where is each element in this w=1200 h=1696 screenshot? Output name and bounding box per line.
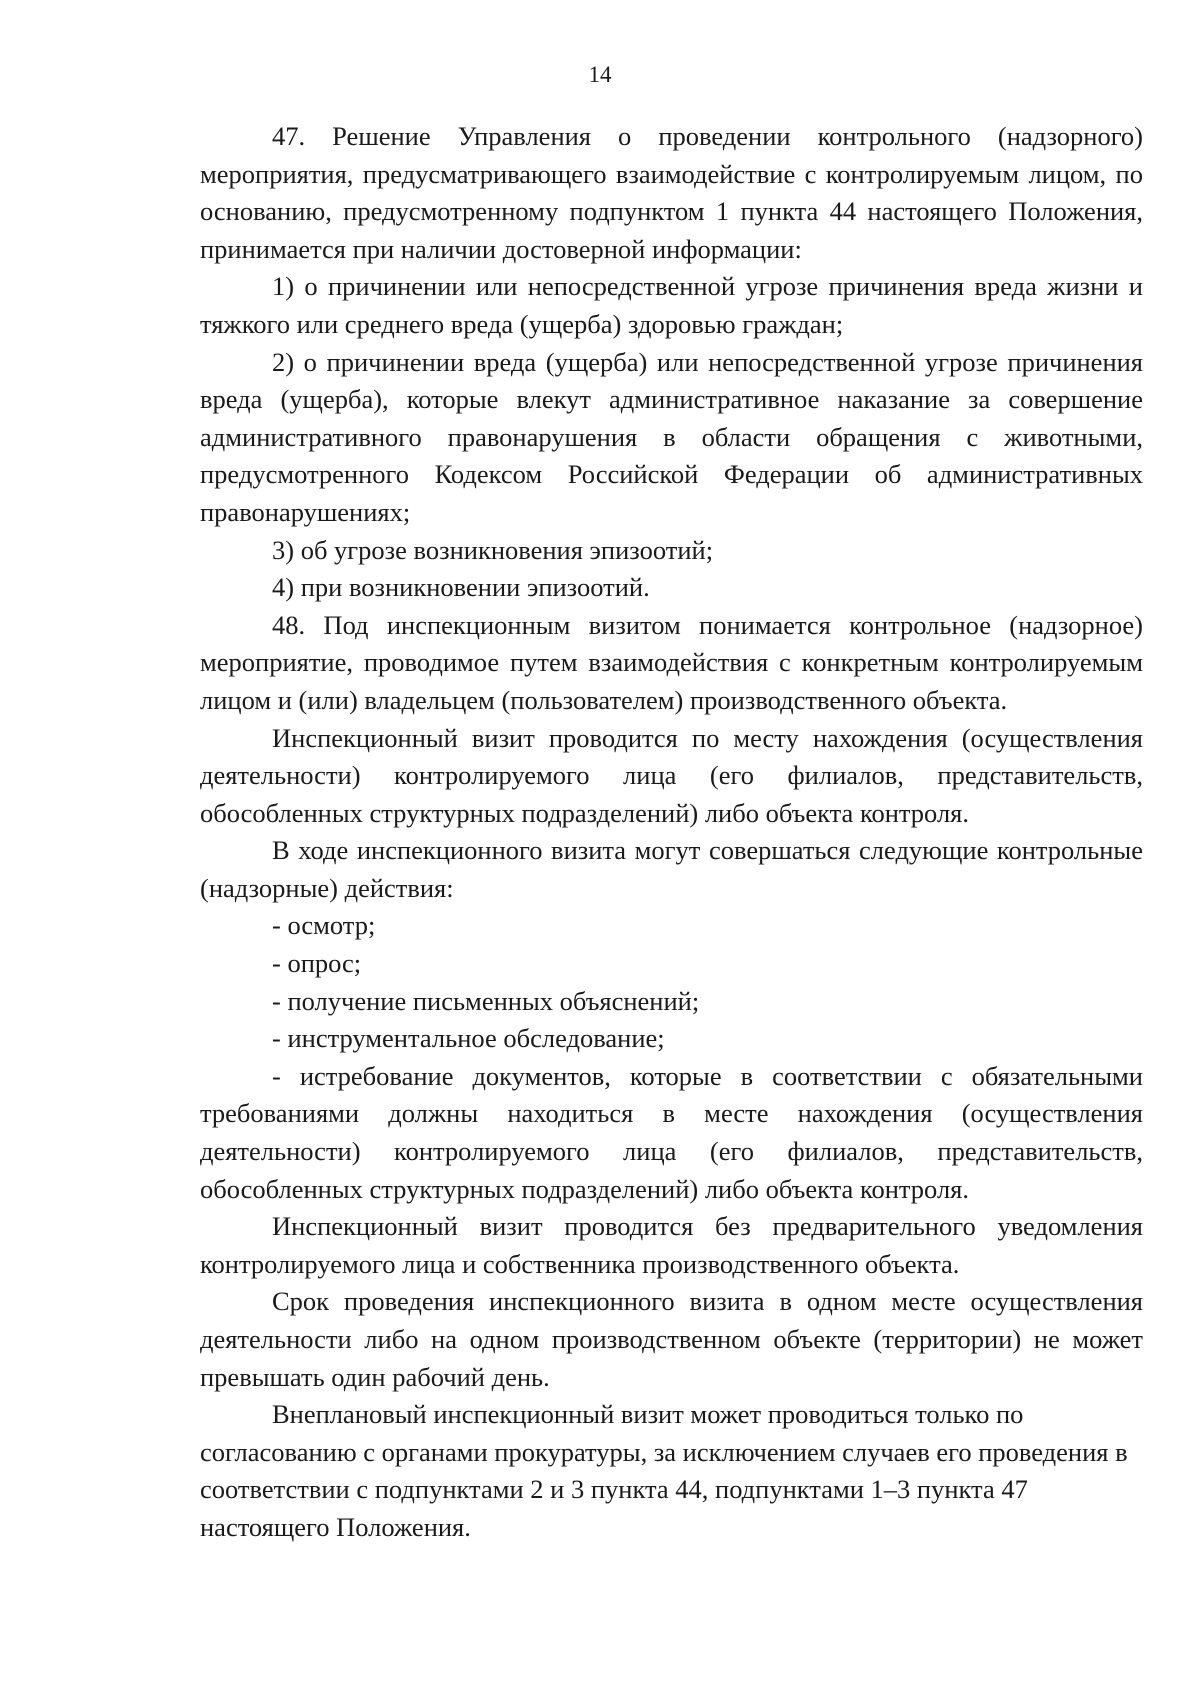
action-item-inspection: - осмотр; (272, 910, 376, 941)
paragraph-48-duration: Срок проведения инспекционного визита в одном месте осуществления деятельности либо на одном производственном объекте (территории) не может превышать один рабочий день. (200, 1286, 1143, 1392)
paragraph-48-unscheduled: Внеплановый инспекционный визит может проводиться только по согласованию с органами прокуратуры, за исключением случаев его проведения в соответствии с подпунктами 2 и 3 пункта 44, подпунктами 1–3 пункта 47 настоящего Положения. (200, 1399, 1128, 1542)
paragraph-47-item-1: 1) о причинении или непосредственной угрозе причинения вреда жизни и тяжкого или среднего вреда (ущерба) здоровью граждан; (200, 271, 1143, 339)
action-item-instrumental-examination: - инструментальное обследование; (272, 1023, 665, 1054)
action-item-document-request: - истребование документов, которые в соответствии с обязательными требованиями должны находиться в месте нахождения (осуществления деятельности) контролируемого лица (его филиалов, представительств, обособленных структурных подразделений) либо объекта контроля. (200, 1060, 1143, 1204)
paragraph-48-no-notice: Инспекционный визит проводится без предварительного уведомления контролируемого лица и собственника производственного объекта. (200, 1211, 1143, 1279)
action-item-written-explanations: - получение письменных объяснений; (272, 985, 700, 1016)
action-item-survey: - опрос; (272, 948, 362, 979)
paragraph-48: 48. Под инспекционным визитом понимается контрольное (надзорное) мероприятие, проводимое путем взаимодействия с конкретным контролируемым лицом и (или) владельцем (пользователем) производственного объекта. (200, 609, 1143, 715)
paragraph-48-location: Инспекционный визит проводится по месту нахождения (осуществления деятельности) контролируемого лица (его филиалов, представительств, обособленных структурных подразделений) либо объекта контроля. (200, 722, 1143, 828)
document-body (200, 118, 1143, 1547)
page-number: 14 (588, 62, 612, 87)
paragraph-47-item-4: 4) при возникновении эпизоотий. (272, 572, 650, 603)
paragraph-47: 47. Решение Управления о проведении контрольного (надзорного) мероприятия, предусматривающего взаимодействие с контролируемым лицом, по основанию, предусмотренному подпунктом 1 пункта 44 настоящего Положения, принимается при наличии достоверной информации: (200, 121, 1143, 264)
paragraph-47-item-2: 2) о причинении вреда (ущерба) или непосредственной угрозе причинения вреда (ущерба), которые влекут административное наказание за совершение административного правонарушения в области обращения с животными, предусмотренного Кодексом Российской Федерации об административных правонарушениях; (200, 346, 1143, 527)
paragraph-48-actions-intro: В ходе инспекционного визита могут совершаться следующие контрольные (надзорные) действия: (200, 835, 1143, 903)
paragraph-47-item-3: 3) об угрозе возникновения эпизоотий; (272, 534, 714, 565)
